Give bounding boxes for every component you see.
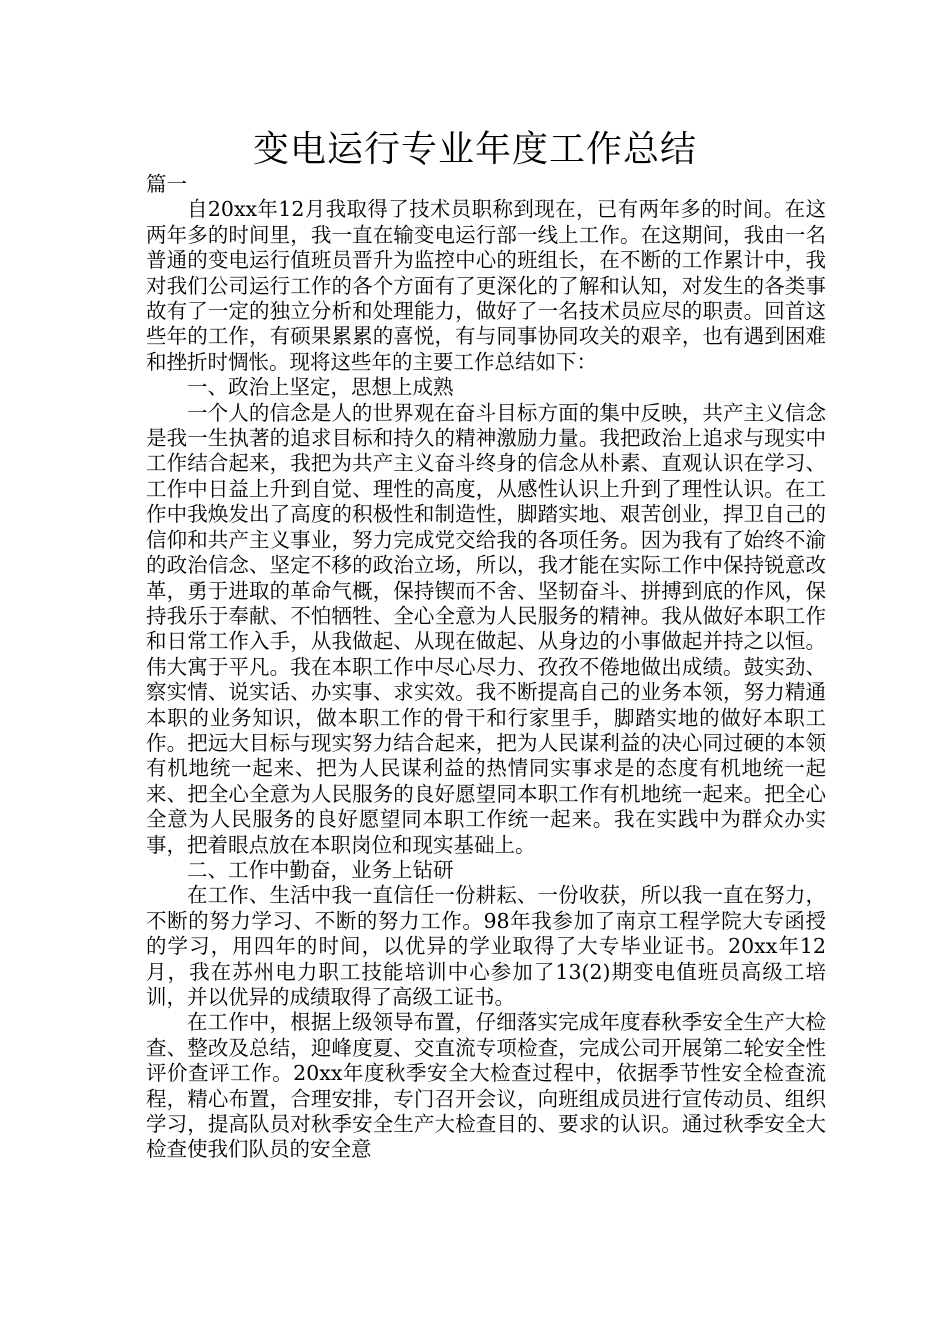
- document-body: [146, 172, 826, 1163]
- heading-politics: 一、政治上坚定，思想上成熟: [187, 375, 454, 400]
- heading-work: 二、工作中勤奋，业务上钻研: [187, 857, 454, 882]
- section-label: 篇一: [146, 172, 187, 196]
- paragraph-intro: 自20xx年12月我取得了技术员职称到现在，已有两年多的时间。在这两年多的时间里，我一直在输变电运行部一线上工作。在这期间，我由一名普通的变电运行值班员晋升为监控中心的班组长，在不断的工作累计中，我对我们公司运行工作的各个方面有了更深化的了解和认知，对发生的各类事故有了一定的独立分析和处理能力，做好了一名技术员应尽的职责。回首这些年的工作，有硕果累累的喜悦，有与同事协同攻关的艰辛，也有遇到困难和挫折时惆怅。现将这些年的主要工作总结如下：: [146, 197, 826, 374]
- document-title: 变电运行专业年度工作总结: [252, 129, 697, 170]
- paragraph-study: 在工作、生活中我一直信任一份耕耘、一份收获，所以我一直在努力，不断的努力学习、不断的努力工作。98年我参加了南京工程学院大专函授的学习，用四年的时间，以优异的学业取得了大专毕业证书。20xx年12月，我在苏州电力职工技能培训中心参加了13(2)期变电值班员高级工培训，并以优异的成绩取得了高级工证书。: [146, 883, 826, 1009]
- paragraph-safety: 在工作中，根据上级领导布置，仔细落实完成年度春秋季安全生产大检查、整改及总结，迎峰度夏、交直流专项检查，完成公司开展第二轮安全性评价查评工作。20xx年度秋季安全大检查过程中，依据季节性安全检查流程，精心布置，合理安排，专门召开会议，向班组成员进行宣传动员、组织学习，提高队员对秋季安全生产大检查目的、要求的认识。通过秋季安全大检查使我们队员的安全意: [146, 1010, 826, 1162]
- paragraph-politics: 一个人的信念是人的世界观在奋斗目标方面的集中反映，共产主义信念是我一生执著的追求目标和持久的精神激励力量。我把政治上追求与现实中工作结合起来，我把为共产主义奋斗终身的信念从朴素、直观认识在学习、工作中日益上升到自觉、理性的高度，从感性认识上升到了理性认识。在工作中我焕发出了高度的积极性和制造性，脚踏实地、艰苦创业，捍卫自己的信仰和共产主义事业，努力完成党交给我的各项任务。因为我有了始终不渝的政治信念、坚定不移的政治立场，所以，我才能在实际工作中保持锐意改革，勇于进取的革命气概，保持锲而不舍、坚韧奋斗、拼搏到底的作风，保持我乐于奉献、不怕牺牲、全心全意为人民服务的精神。我从做好本职工作和日常工作入手，从我做起、从现在做起、从身边的小事做起并持之以恒。伟大寓于平凡。我在本职工作中尽心尽力、孜孜不倦地做出成绩。鼓实劲、察实情、说实话、办实事、求实效。我不断提高自己的业务本领，努力精通本职的业务知识，做本职工作的骨干和行家里手，脚踏实地的做好本职工作。把远大目标与现实努力结合起来，把为人民谋利益的决心同过硬的本领有机地统一起来、把为人民谋利益的热情同实事求是的态度有机地统一起来、把全心全意为人民服务的良好愿望同本职工作有机地统一起来。把全心全意为人民服务的良好愿望同本职工作统一起来。我在实践中为群众办实事，把着眼点放在本职岗位和现实基础上。: [146, 400, 826, 857]
